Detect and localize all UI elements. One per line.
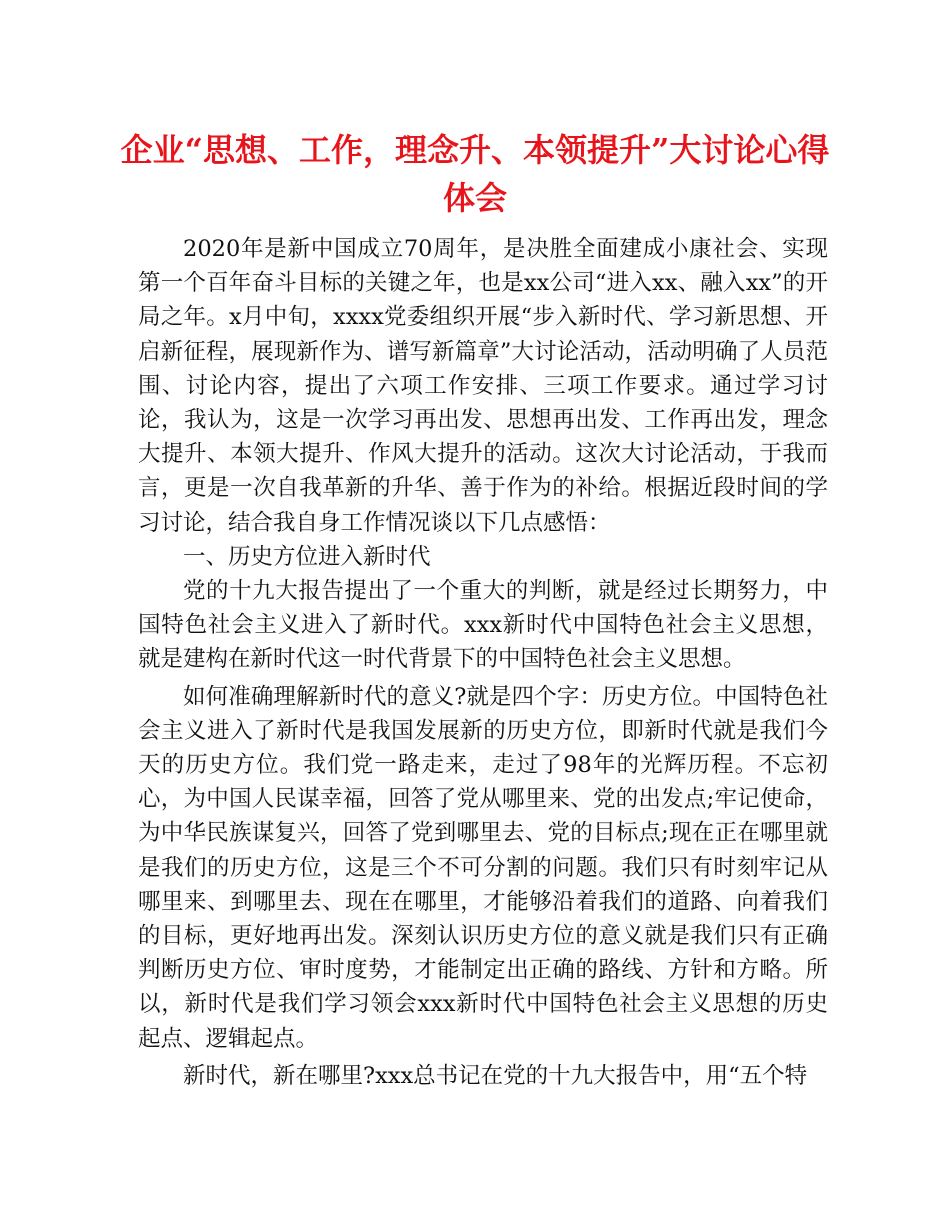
paragraph-intro: 2020年是新中国成立70周年，是决胜全面建成小康社会、实现第一个百年奋斗目标的关键之年，也是xx公司“进入xx、融入xx”的开局之年。x月中旬，xxxx党委组织开展“步入新时代、学习新思想、开启新征程，展现新作为、谱写新篇章”大讨论活动，活动明确了人员范围、讨论内容，提出了六项工作安排、三项工作要求。通过学习讨论，我认为，这是一次学习再出发、思想再出发、工作再出发，理念大提升、本领大提升、作风大提升的活动。这次大讨论活动，于我而言，更是一次自我革新的升华、善于作为的补给。根据近段时间的学习讨论，结合我自身工作情况谈以下几点感悟： (138, 236, 828, 536)
document-body (138, 232, 828, 1093)
section-heading-1: 一、历史方位进入新时代 (183, 543, 431, 570)
document-title: 企业“思想、工作，理念升、本领提升”大讨论心得体会 (120, 131, 830, 217)
paragraph-what-is-new: 新时代，新在哪里?xxx总书记在党的十九大报告中，用“五个特 (183, 1062, 808, 1089)
paragraph-new-era: 党的十九大报告提出了一个重大的判断，就是经过长期努力，中国特色社会主义进入了新时代。xxx新时代中国特色社会主义思想，就是建构在新时代这一时代背景下的中国特色社会主义思想。 (138, 578, 828, 673)
paragraph-historical-position: 如何准确理解新时代的意义?就是四个字：历史方位。中国特色社会主义进入了新时代是我国发展新的历史方位，即新时代就是我们今天的历史方位。我们党一路走来，走过了98年的光辉历程。不忘初心，为中国人民谋幸福，回答了党从哪里来、党的出发点;牢记使命，为中华民族谋复兴，回答了党到哪里去、党的目标点;现在正在哪里就是我们的历史方位，这是三个不可分割的问题。我们只有时刻牢记从哪里来、到哪里去、现在在哪里，才能够沿着我们的道路、向着我们的目标，更好地再出发。深刻认识历史方位的意义就是我们只有正确判断历史方位、审时度势，才能制定出正确的路线、方针和方略。所以，新时代是我们学习领会xxx新时代中国特色社会主义思想的历史起点、逻辑起点。 (138, 683, 828, 1052)
